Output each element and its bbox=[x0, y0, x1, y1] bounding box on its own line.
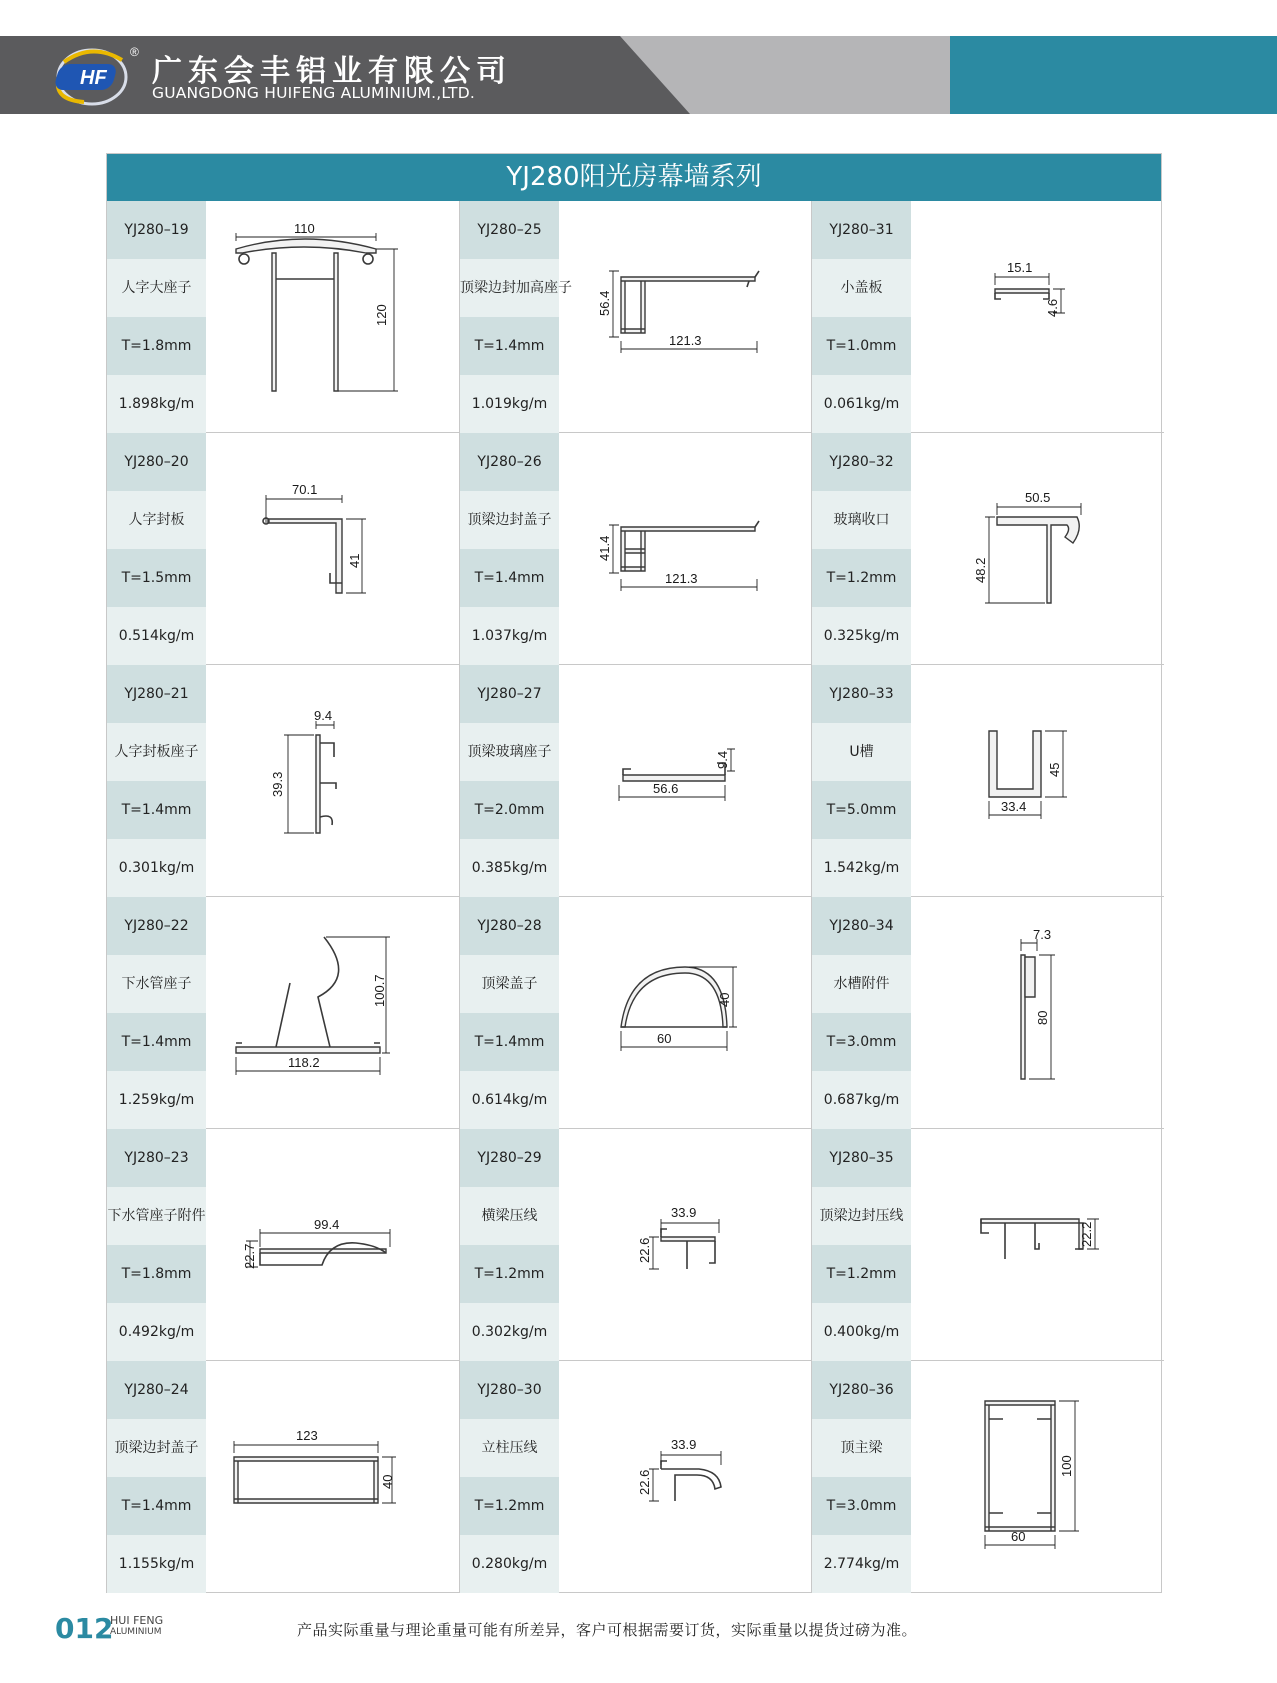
dimension-label: 33.4 bbox=[1001, 799, 1027, 814]
product-code: YJ280–33 bbox=[812, 665, 911, 723]
dimension-label: 33.9 bbox=[671, 1437, 697, 1452]
product-info bbox=[460, 201, 572, 432]
product-code: YJ280–28 bbox=[460, 897, 559, 955]
product-weight: 0.687kg/m bbox=[812, 1071, 911, 1129]
product-weight: 0.280kg/m bbox=[460, 1535, 559, 1593]
product-thickness: T=1.4mm bbox=[107, 1477, 206, 1535]
profile-section-diagram bbox=[206, 1129, 459, 1360]
product-cell bbox=[812, 1361, 1164, 1593]
product-weight: 0.061kg/m bbox=[812, 375, 911, 433]
product-thickness: T=1.4mm bbox=[460, 549, 559, 607]
profile-drawing bbox=[559, 897, 812, 1128]
product-info bbox=[460, 1361, 559, 1593]
dimension-label: 56.4 bbox=[597, 290, 612, 316]
product-thickness: T=1.4mm bbox=[460, 317, 559, 375]
profile-drawing bbox=[559, 1361, 812, 1592]
profile-section-diagram bbox=[206, 433, 459, 664]
product-thickness: T=1.5mm bbox=[107, 549, 206, 607]
product-name: 顶梁边封压线 bbox=[812, 1187, 911, 1245]
product-thickness: T=3.0mm bbox=[812, 1013, 911, 1071]
dimension-label: 22.6 bbox=[637, 1469, 652, 1495]
product-code: YJ280–32 bbox=[812, 433, 911, 491]
product-code: YJ280–34 bbox=[812, 897, 911, 955]
product-name: 立柱压线 bbox=[460, 1419, 559, 1477]
dimension-label: 120 bbox=[374, 304, 389, 326]
product-info bbox=[107, 897, 206, 1128]
product-cell bbox=[812, 433, 1164, 665]
product-table bbox=[106, 153, 1162, 1593]
page-number: 012 bbox=[55, 1612, 114, 1645]
product-weight: 0.514kg/m bbox=[107, 607, 206, 665]
product-thickness: T=1.4mm bbox=[460, 1013, 559, 1071]
product-name: 人字大座子 bbox=[107, 259, 206, 317]
dimension-label: 110 bbox=[294, 221, 315, 236]
product-cell bbox=[460, 1129, 812, 1361]
product-code: YJ280–35 bbox=[812, 1129, 911, 1187]
product-weight: 1.019kg/m bbox=[460, 375, 559, 433]
profile-section-diagram bbox=[206, 201, 459, 432]
product-name: 顶梁边封盖子 bbox=[460, 491, 559, 549]
dimension-label: 39.3 bbox=[270, 771, 285, 797]
dimension-label: 121.3 bbox=[665, 571, 698, 586]
product-name: 顶梁玻璃座子 bbox=[460, 723, 559, 781]
product-cell bbox=[812, 897, 1164, 1129]
product-info bbox=[460, 665, 559, 896]
table-column-2 bbox=[459, 201, 812, 1593]
profile-section-diagram bbox=[206, 665, 459, 896]
table-column-1 bbox=[107, 201, 459, 1593]
product-info bbox=[812, 433, 911, 664]
product-name: 横梁压线 bbox=[460, 1187, 559, 1245]
product-info bbox=[107, 433, 206, 664]
product-cell bbox=[812, 1129, 1164, 1361]
product-thickness: T=1.8mm bbox=[107, 317, 206, 375]
product-code: YJ280–23 bbox=[107, 1129, 206, 1187]
product-name: 水槽附件 bbox=[812, 955, 911, 1013]
dimension-label: 9.4 bbox=[314, 708, 333, 723]
product-thickness: T=1.2mm bbox=[460, 1245, 559, 1303]
product-weight: 0.492kg/m bbox=[107, 1303, 206, 1361]
profile-section-diagram bbox=[559, 201, 812, 432]
product-info bbox=[460, 1129, 559, 1360]
product-weight: 2.774kg/m bbox=[812, 1535, 911, 1593]
product-code: YJ280–25 bbox=[460, 201, 559, 259]
dimension-label: 7.3 bbox=[1033, 927, 1052, 942]
product-name: 玻璃收口 bbox=[812, 491, 911, 549]
profile-drawing bbox=[911, 897, 1164, 1128]
product-name: U槽 bbox=[812, 723, 911, 781]
dimension-label: 41.4 bbox=[597, 535, 612, 561]
product-code: YJ280–29 bbox=[460, 1129, 559, 1187]
product-cell bbox=[812, 201, 1164, 433]
product-thickness: T=1.4mm bbox=[107, 781, 206, 839]
product-code: YJ280–22 bbox=[107, 897, 206, 955]
profile-section-diagram bbox=[911, 1361, 1164, 1592]
product-weight: 0.302kg/m bbox=[460, 1303, 559, 1361]
dimension-label: 60 bbox=[657, 1031, 672, 1046]
product-thickness: T=1.2mm bbox=[460, 1477, 559, 1535]
product-weight: 0.385kg/m bbox=[460, 839, 559, 897]
product-info bbox=[107, 201, 206, 432]
table-column-3 bbox=[811, 201, 1164, 1593]
product-name: 顶梁边封盖子 bbox=[107, 1419, 206, 1477]
product-name: 顶主梁 bbox=[812, 1419, 911, 1477]
product-thickness: T=5.0mm bbox=[812, 781, 911, 839]
profile-section-diagram bbox=[559, 1361, 812, 1592]
profile-drawing bbox=[559, 201, 812, 432]
product-thickness: T=1.4mm bbox=[107, 1013, 206, 1071]
product-code: YJ280–24 bbox=[107, 1361, 206, 1419]
profile-section-diagram bbox=[559, 897, 812, 1128]
product-code: YJ280–30 bbox=[460, 1361, 559, 1419]
profile-drawing bbox=[206, 433, 459, 664]
dimension-label: 123 bbox=[296, 1428, 318, 1443]
product-info bbox=[812, 201, 911, 432]
product-thickness: T=1.2mm bbox=[812, 549, 911, 607]
product-cell bbox=[460, 433, 812, 665]
profile-section-diagram bbox=[206, 897, 459, 1128]
svg-text:®: ® bbox=[130, 45, 139, 59]
product-info bbox=[107, 665, 206, 896]
profile-drawing bbox=[206, 1361, 459, 1592]
product-thickness: T=1.2mm bbox=[812, 1245, 911, 1303]
product-info bbox=[812, 1129, 911, 1360]
company-name-en: GUANGDONG HUIFENG ALUMINIUM.,LTD. bbox=[152, 84, 475, 102]
profile-section-diagram bbox=[911, 1129, 1164, 1360]
product-name: 小盖板 bbox=[812, 259, 911, 317]
product-info bbox=[812, 665, 911, 896]
company-name-cn: 广东会丰铝业有限公司 bbox=[152, 54, 512, 89]
profile-drawing bbox=[911, 1129, 1164, 1360]
product-code: YJ280–19 bbox=[107, 201, 206, 259]
product-name: 顶梁边封加高座子 bbox=[460, 259, 559, 317]
product-cell bbox=[107, 1361, 459, 1593]
product-weight: 1.155kg/m bbox=[107, 1535, 206, 1593]
product-name: 下水管座子附件 bbox=[107, 1187, 206, 1245]
product-weight: 0.325kg/m bbox=[812, 607, 911, 665]
product-code: YJ280–26 bbox=[460, 433, 559, 491]
profile-drawing bbox=[911, 1361, 1164, 1592]
product-cell bbox=[460, 201, 812, 433]
product-thickness: T=2.0mm bbox=[460, 781, 559, 839]
profile-section-diagram bbox=[559, 665, 812, 896]
footer-brand-sub: ALUMINIUM bbox=[110, 1627, 162, 1637]
profile-section-diagram bbox=[911, 665, 1164, 896]
product-cell bbox=[460, 665, 812, 897]
product-name: 人字封板 bbox=[107, 491, 206, 549]
header-band bbox=[0, 36, 1277, 114]
dimension-label: 4.6 bbox=[1045, 298, 1060, 317]
product-weight: 1.542kg/m bbox=[812, 839, 911, 897]
product-info bbox=[460, 433, 559, 664]
product-thickness: T=1.8mm bbox=[107, 1245, 206, 1303]
dimension-label: 41 bbox=[347, 553, 362, 568]
product-name: 人字封板座子 bbox=[107, 723, 206, 781]
product-cell bbox=[107, 201, 459, 433]
product-weight: 0.301kg/m bbox=[107, 839, 206, 897]
profile-drawing bbox=[911, 433, 1164, 664]
footer-brand: HUI FENG bbox=[110, 1614, 164, 1627]
profile-drawing bbox=[206, 201, 459, 432]
product-weight: 1.259kg/m bbox=[107, 1071, 206, 1129]
product-cell bbox=[107, 665, 459, 897]
dimension-label: 100 bbox=[1059, 1455, 1074, 1477]
table-title: YJ280阳光房幕墙系列 bbox=[107, 154, 1161, 201]
product-thickness: T=3.0mm bbox=[812, 1477, 911, 1535]
profile-section-diagram bbox=[206, 1361, 459, 1592]
profile-drawing bbox=[911, 201, 1164, 432]
dimension-label: 80 bbox=[1035, 1010, 1050, 1025]
profile-section-diagram bbox=[911, 433, 1164, 664]
product-info bbox=[812, 897, 911, 1128]
dimension-label: 121.3 bbox=[669, 333, 702, 348]
profile-section-diagram bbox=[911, 201, 1164, 432]
product-info bbox=[460, 897, 559, 1128]
product-weight: 0.614kg/m bbox=[460, 1071, 559, 1129]
profile-drawing bbox=[911, 665, 1164, 896]
product-weight: 0.400kg/m bbox=[812, 1303, 911, 1361]
product-info bbox=[107, 1361, 206, 1593]
product-name: 下水管座子 bbox=[107, 955, 206, 1013]
svg-text:HF: HF bbox=[80, 67, 107, 89]
company-logo-icon bbox=[44, 42, 144, 108]
product-info bbox=[107, 1129, 206, 1360]
dimension-label: 22.2 bbox=[1079, 1221, 1094, 1247]
profile-drawing bbox=[206, 897, 459, 1128]
profile-drawing bbox=[206, 665, 459, 896]
product-code: YJ280–36 bbox=[812, 1361, 911, 1419]
dimension-label: 50.5 bbox=[1025, 490, 1051, 505]
dimension-label: 99.4 bbox=[314, 1217, 340, 1232]
profile-drawing bbox=[559, 433, 812, 664]
dimension-label: 48.2 bbox=[973, 557, 988, 583]
product-cell bbox=[812, 665, 1164, 897]
product-code: YJ280–21 bbox=[107, 665, 206, 723]
profile-section-diagram bbox=[911, 897, 1164, 1128]
product-thickness: T=1.0mm bbox=[812, 317, 911, 375]
product-cell bbox=[460, 1361, 812, 1593]
profile-section-diagram bbox=[559, 1129, 812, 1360]
footer-note: 产品实际重量与理论重量可能有所差异，客户可根据需要订货，实际重量以提货过磅为准。 bbox=[297, 1621, 918, 1639]
product-code: YJ280–31 bbox=[812, 201, 911, 259]
dimension-label: 100.7 bbox=[372, 974, 387, 1007]
dimension-label: 33.9 bbox=[671, 1205, 697, 1220]
profile-section-diagram bbox=[559, 433, 812, 664]
product-cell bbox=[107, 897, 459, 1129]
dimension-label: 118.2 bbox=[288, 1055, 320, 1070]
dimension-label: 22.6 bbox=[637, 1237, 652, 1263]
product-cell bbox=[107, 1129, 459, 1361]
profile-drawing bbox=[559, 665, 812, 896]
product-code: YJ280–27 bbox=[460, 665, 559, 723]
dimension-label: 60 bbox=[1011, 1529, 1026, 1544]
dimension-label: 9.4 bbox=[715, 750, 730, 769]
product-cell bbox=[107, 433, 459, 665]
dimension-label: 56.6 bbox=[653, 781, 679, 796]
dimension-label: 40 bbox=[380, 1474, 395, 1489]
dimension-label: 22.7 bbox=[242, 1243, 257, 1269]
product-weight: 1.898kg/m bbox=[107, 375, 206, 433]
dimension-label: 40 bbox=[717, 992, 732, 1007]
profile-drawing bbox=[206, 1129, 459, 1360]
product-name: 顶梁盖子 bbox=[460, 955, 559, 1013]
dimension-label: 70.1 bbox=[292, 482, 318, 497]
product-cell bbox=[460, 897, 812, 1129]
profile-drawing bbox=[559, 1129, 812, 1360]
dimension-label: 45 bbox=[1047, 762, 1062, 777]
product-weight: 1.037kg/m bbox=[460, 607, 559, 665]
product-info bbox=[812, 1361, 911, 1593]
product-code: YJ280–20 bbox=[107, 433, 206, 491]
dimension-label: 15.1 bbox=[1007, 260, 1033, 275]
